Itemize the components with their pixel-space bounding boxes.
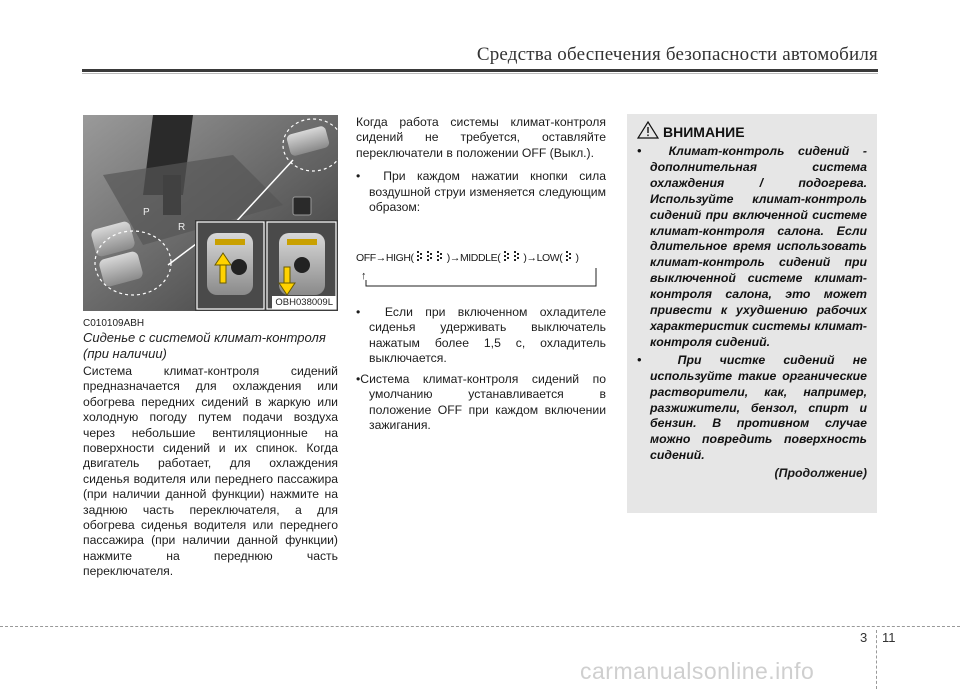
bullet-cooler-off-text: Если при включенном охладителе сиденья удерживать выключатель нажатым более 1,5 с, охладитель выключается.	[369, 305, 606, 366]
page-header-title: Средства обеспечения безопасности автомобиля	[476, 44, 878, 65]
bullet-mark: •	[356, 169, 361, 184]
sequence-loop-line	[356, 250, 606, 290]
warning-list	[637, 144, 867, 464]
header-rule-thin	[82, 73, 878, 74]
bullet-cooler-off	[356, 305, 606, 367]
seq-close-2: )	[523, 252, 527, 264]
gear-letter-p: P	[143, 207, 150, 218]
header-rule	[82, 69, 878, 72]
column2-text	[356, 115, 606, 223]
warning-item	[637, 353, 867, 464]
section-body: Система климат-контроля сидений предназначается для охлаждения или обогрева передних сидений в жаркую или холодную погоду путем подачи воздуха через небольшие вентиляционные на поверхности сидений и их спинок. Когда двигатель работает, для охлаждения сиденья водителя или переднего пассажира (при наличии данной функции) нажмите на заднюю часть переключателя, а для обогрева сиденья водителя или переднего пассажира (при наличии данной функции) нажмите на переднюю часть переключателя.	[83, 364, 338, 579]
footer-rule	[0, 626, 960, 627]
footer-divider	[876, 630, 877, 689]
gear-letter-r: R	[178, 222, 186, 233]
watermark: carmanualsonline.info	[580, 658, 815, 684]
chapter-number: 3	[860, 630, 868, 645]
intro-paragraph: Когда работа системы климат-контроля сидений не требуется, оставляйте переключатели в положении OFF (Выкл.).	[356, 115, 606, 160]
console-illustration	[83, 115, 338, 311]
page-number: 11	[882, 630, 896, 645]
warning-item-text: При чистке сидений не используйте такие органические растворители, как, например, разжижители, бензол, спирт и бензин. В противном случае можно повредить поверхность сидений.	[650, 352, 867, 463]
bullet-mark: •	[356, 305, 361, 319]
seq-close-1: )	[446, 252, 450, 264]
seq-middle: MIDDLE(	[459, 252, 501, 264]
seq-arrow-1: →	[375, 252, 386, 264]
figure-code: OBH038009L	[272, 296, 336, 309]
bullet-mark: •	[356, 372, 361, 386]
airflow-sequence	[356, 250, 606, 290]
seq-close-3: )	[575, 252, 579, 264]
bullet-mark: •	[637, 144, 642, 158]
bullet-mark: •	[637, 352, 642, 367]
loop-arrow: ↑	[361, 270, 367, 282]
warning-header	[637, 122, 867, 142]
section-code: C010109ABH	[83, 318, 145, 329]
seq-off: OFF	[356, 252, 376, 264]
bullet-airflow-text: При каждом нажатии кнопки сила воздушной струи изменяется следующим образом:	[369, 169, 606, 215]
seq-low: LOW(	[536, 252, 563, 264]
bullet-default-off	[356, 372, 606, 434]
warning-item-text: Климат-контроль сидений - дополнительная система охлаждения / подогрева. Используйте климат-контроль сидений при включенной системе климат-контроля салона. Если длительное время использовать климат-контроль сидений при выключенной системе климат-контроля салона, это может привести к ухудшению рабочих характеристик системы климат-контроля сидений.	[650, 144, 867, 349]
section-title: Сиденье с системой климат-контроля (при наличии)	[83, 330, 326, 361]
warning-box	[627, 114, 877, 513]
warning-continued: (Продолжение)	[774, 466, 867, 481]
warning-triangle-icon	[637, 121, 659, 144]
seq-high: HIGH(	[385, 252, 414, 264]
seq-arrow-2: →	[449, 252, 460, 264]
warning-item	[637, 144, 867, 351]
console-photo	[83, 115, 338, 311]
warning-title: ВНИМАНИЕ	[663, 124, 745, 140]
bullet-airflow	[356, 169, 606, 215]
seq-arrow-3: →	[526, 252, 537, 264]
bullet-default-off-text: Система климат-контроля сидений по умолчанию устанавливается в положение OFF при каждом включении зажигания.	[360, 372, 606, 433]
